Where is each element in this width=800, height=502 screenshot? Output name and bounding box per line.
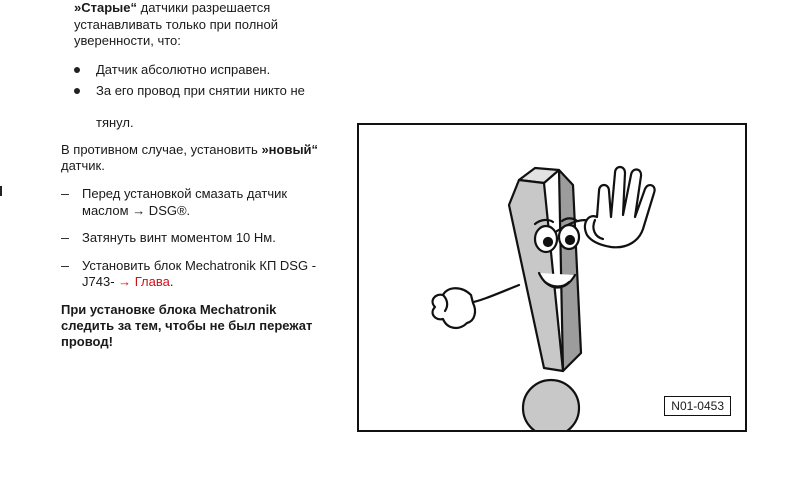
intro-line-2: устанавливать только при полной <box>74 17 278 32</box>
figure-code-label: N01-0453 <box>664 396 731 416</box>
arrow-icon: → <box>132 203 146 218</box>
step-2-line-1: Затянуть винт моментом 10 Нм. <box>82 230 276 245</box>
bullet-dot <box>74 67 80 73</box>
step-1-line-2 <box>82 203 190 219</box>
intro-line-1-rest: датчики разрешается <box>137 0 271 15</box>
chapter-link[interactable]: → Глава <box>118 274 170 289</box>
exclamation-mascot-figure <box>357 123 747 432</box>
otherwise-prefix: В противном случае, установить <box>61 142 262 157</box>
step-dash <box>61 194 69 195</box>
step-1-text: маслом <box>82 203 133 218</box>
warning-line-2: следить за тем, чтобы не был пережат <box>61 318 313 333</box>
step-1-ref: DSG®. <box>145 203 191 218</box>
intro-old-label: »Старые“ <box>74 0 137 15</box>
step-3-line-2 <box>82 274 174 290</box>
exclamation-mascot-illustration <box>359 125 745 430</box>
step-3-line-1: Установить блок Mechatronik КП DSG - <box>82 258 317 273</box>
warning-line-1: При установке блока Mechatronik <box>61 302 277 317</box>
bullet-item-1: Датчик абсолютно исправен. <box>96 62 271 77</box>
step-3-end: . <box>169 274 174 289</box>
margin-marker <box>0 186 2 196</box>
warning-line-3: провод! <box>61 334 113 349</box>
step-dash <box>61 238 69 239</box>
otherwise-new-label: »новый“ <box>261 142 319 157</box>
bullet-item-2: За его провод при снятии никто не <box>96 83 305 98</box>
intro-line-1 <box>74 0 270 16</box>
intro-line-3: уверенности, что: <box>74 33 181 48</box>
step-dash <box>61 266 69 267</box>
otherwise-line-1 <box>61 142 318 158</box>
step-3-text: J743- <box>82 274 119 289</box>
bullet-continuation: тянул. <box>96 115 134 130</box>
step-1-line-1: Перед установкой смазать датчик <box>82 186 288 201</box>
otherwise-line-2: датчик. <box>61 158 105 173</box>
bullet-dot <box>74 88 80 94</box>
